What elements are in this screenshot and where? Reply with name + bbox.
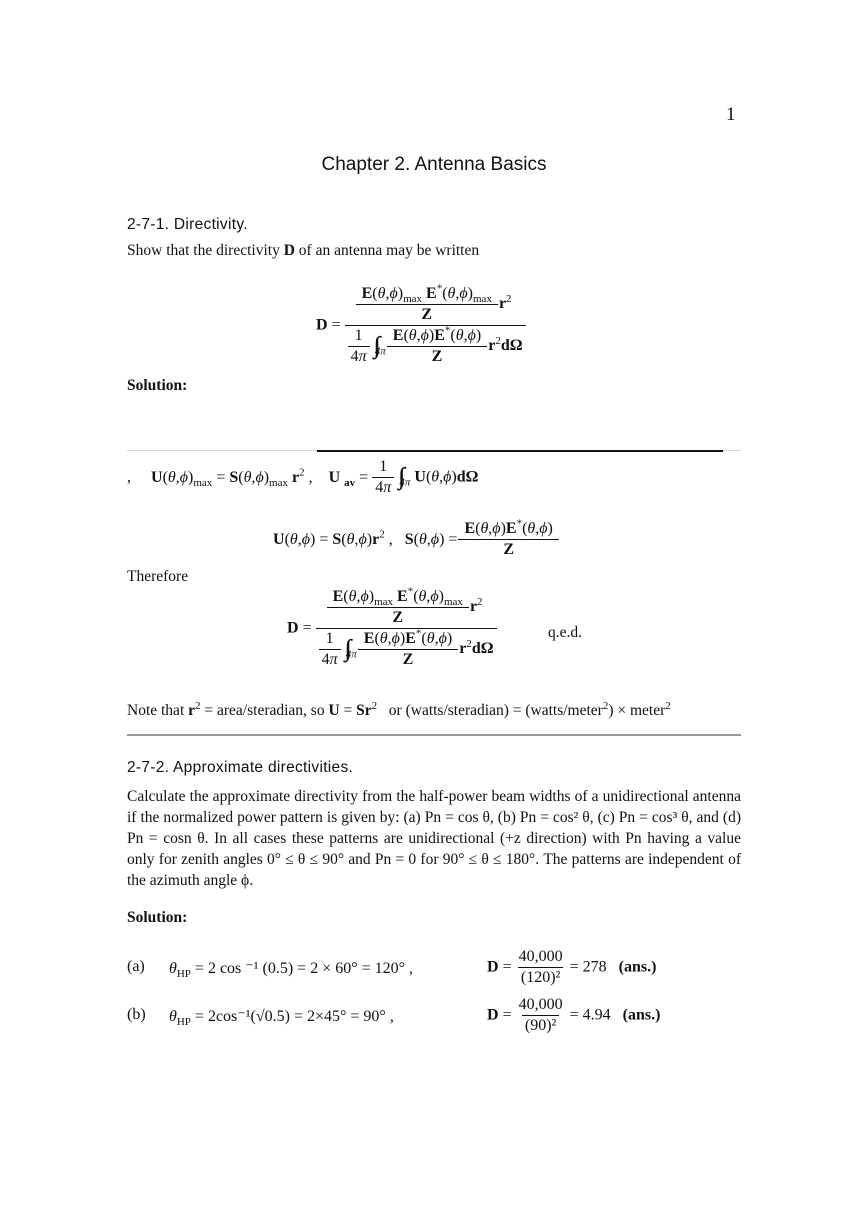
chapter-title: Chapter 2. Antenna Basics xyxy=(321,154,547,175)
directivity-expression: D = $\frac{40,000}{\text{(90)²}}$ = 4.94 (ans.) xyxy=(487,996,661,1034)
therefore-label: Therefore xyxy=(127,568,189,585)
answer-row-a xyxy=(127,948,741,988)
intensity-definitions: , $U(\theta,\phi)_{max} = S(\theta,\phi)_{max}$ $r^2$ , U $_{av}$ = $\frac{1}{4\pi}$ $\int\int_{4\pi}$ U(θ,ϕ)dΩ xyxy=(127,458,479,496)
section-heading-approx-directivities: 2-7-2. Approximate directivities. xyxy=(127,759,354,776)
beamwidth-expression: $\theta_{HP} = 2\cos^{-1}(√0.5) = 2\times 45^\circ = 90^\circ$ , xyxy=(169,1008,394,1029)
units-note: Note that $r^2$ = area/steradian, so $U = Sr^2$ or (watts/steradian) = (watts/meter$^2$) × meter$^2$ xyxy=(127,699,671,719)
beamwidth-expression: $\theta_{HP} = 2$ cos ⁻¹ (0.5) = 2 × 60° = 120° , xyxy=(169,960,414,981)
directivity-equation: D = $\frac{E(\theta,\phi)_{max} E^*(\theta,\phi)_{max}}{Z}$ $r^2$ $\frac{1}{4\pi}$ $\int\int_{4\pi}$ $\frac{E(\theta,\phi)E^*(\theta,\phi)}{Z}$ $r^2d\Omega$ xyxy=(316,285,526,366)
divider-thick xyxy=(317,450,723,452)
power-density-equation: $U(\theta,\phi) = S(\theta,\phi)r^2$ , S(θ,ϕ) = $\frac{E(\theta,\phi)E^*(\theta,\phi)}{Z}$ xyxy=(273,520,556,559)
section-heading-directivity: 2-7-1. Directivity. xyxy=(127,216,248,233)
section-divider xyxy=(127,734,741,736)
directivity-expression: D = $\frac{40,000}{\text{(120)²}}$ = 278 (ans.) xyxy=(487,948,657,986)
directivity-result-equation: D = $\frac{E(\theta,\phi)_{max} E^*(\theta,\phi)_{max}}{Z}$ $r^2$ $\frac{1}{4\pi}$ $\int\int_{4\pi}$ $\frac{E(\theta,\phi)E^*(\theta,\phi)}{Z}$ $r^2d\Omega$ xyxy=(287,588,497,669)
problem-statement: Show that the directivity D of an antenna may be written xyxy=(127,242,480,259)
answer-label: (b) xyxy=(127,1006,146,1023)
answer-label: (a) xyxy=(127,958,145,975)
qed-label: q.e.d. xyxy=(548,624,583,641)
problem-paragraph: Calculate the approximate directivity from the half-power beam widths of a unidirectional antenna if the normalized power pattern is given by: (a) Pn = cos θ, (b) Pn = cos² θ, (c) Pn = cos³ θ, and (d) Pn = cosn θ. In all cases these patterns are unidirectional (+z direction) with Pn having a value only for zenith angles 0° ≤ θ ≤ 90° and Pn = 0 for 90° ≤ θ ≤ 180°. The patterns are independent of the azimuth angle ϕ. xyxy=(127,788,741,889)
solution-label-1: Solution: xyxy=(127,377,188,394)
answer-row-b xyxy=(127,996,741,1036)
page-number: 1 xyxy=(726,104,736,125)
solution-label-2: Solution: xyxy=(127,909,188,926)
